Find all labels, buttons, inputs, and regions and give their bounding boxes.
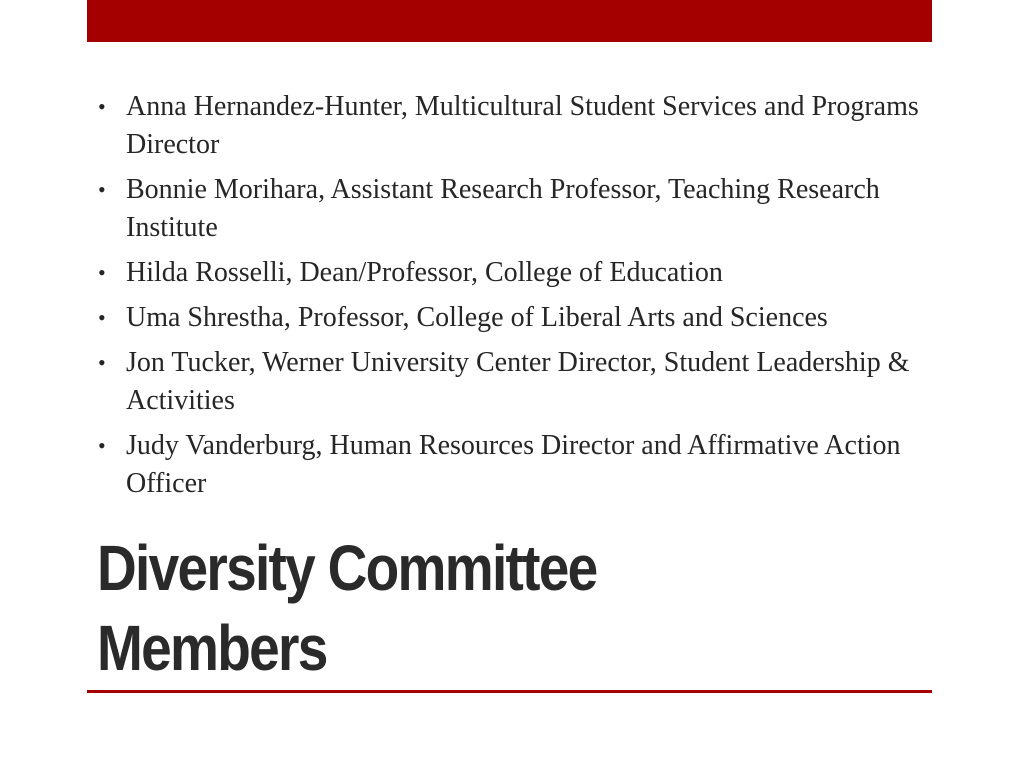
bullet-icon: • [98,305,106,330]
title-line-2: Members [97,612,327,684]
list-item [95,427,925,503]
bullet-icon: • [98,350,106,375]
member-list [95,88,925,510]
bullet-icon: • [98,260,106,285]
member-text: Uma Shrestha, Professor, College of Liberal Arts and Sciences [126,302,828,333]
member-text: Bonnie Morihara, Assistant Research Professor, Teaching Research Institute [126,174,880,243]
bullet-icon: • [98,177,106,202]
list-item [95,344,925,420]
list-item [95,299,925,337]
member-text: Anna Hernandez-Hunter, Multicultural Student Services and Programs Director [126,91,919,160]
list-item [95,254,925,292]
title-line-1: Diversity Committee [97,532,597,604]
member-text: Hilda Rosselli, Dean/Professor, College of Education [126,257,723,288]
top-accent-bar [87,0,932,42]
member-text: Judy Vanderburg, Human Resources Director and Affirmative Action Officer [126,430,901,499]
bullet-icon: • [98,94,106,119]
member-text: Jon Tucker, Werner University Center Director, Student Leadership & Activities [126,347,910,416]
bullet-icon: • [98,433,106,458]
list-item [95,88,925,164]
slide-title [97,528,811,688]
bottom-accent-rule [87,690,932,693]
list-item [95,171,925,247]
